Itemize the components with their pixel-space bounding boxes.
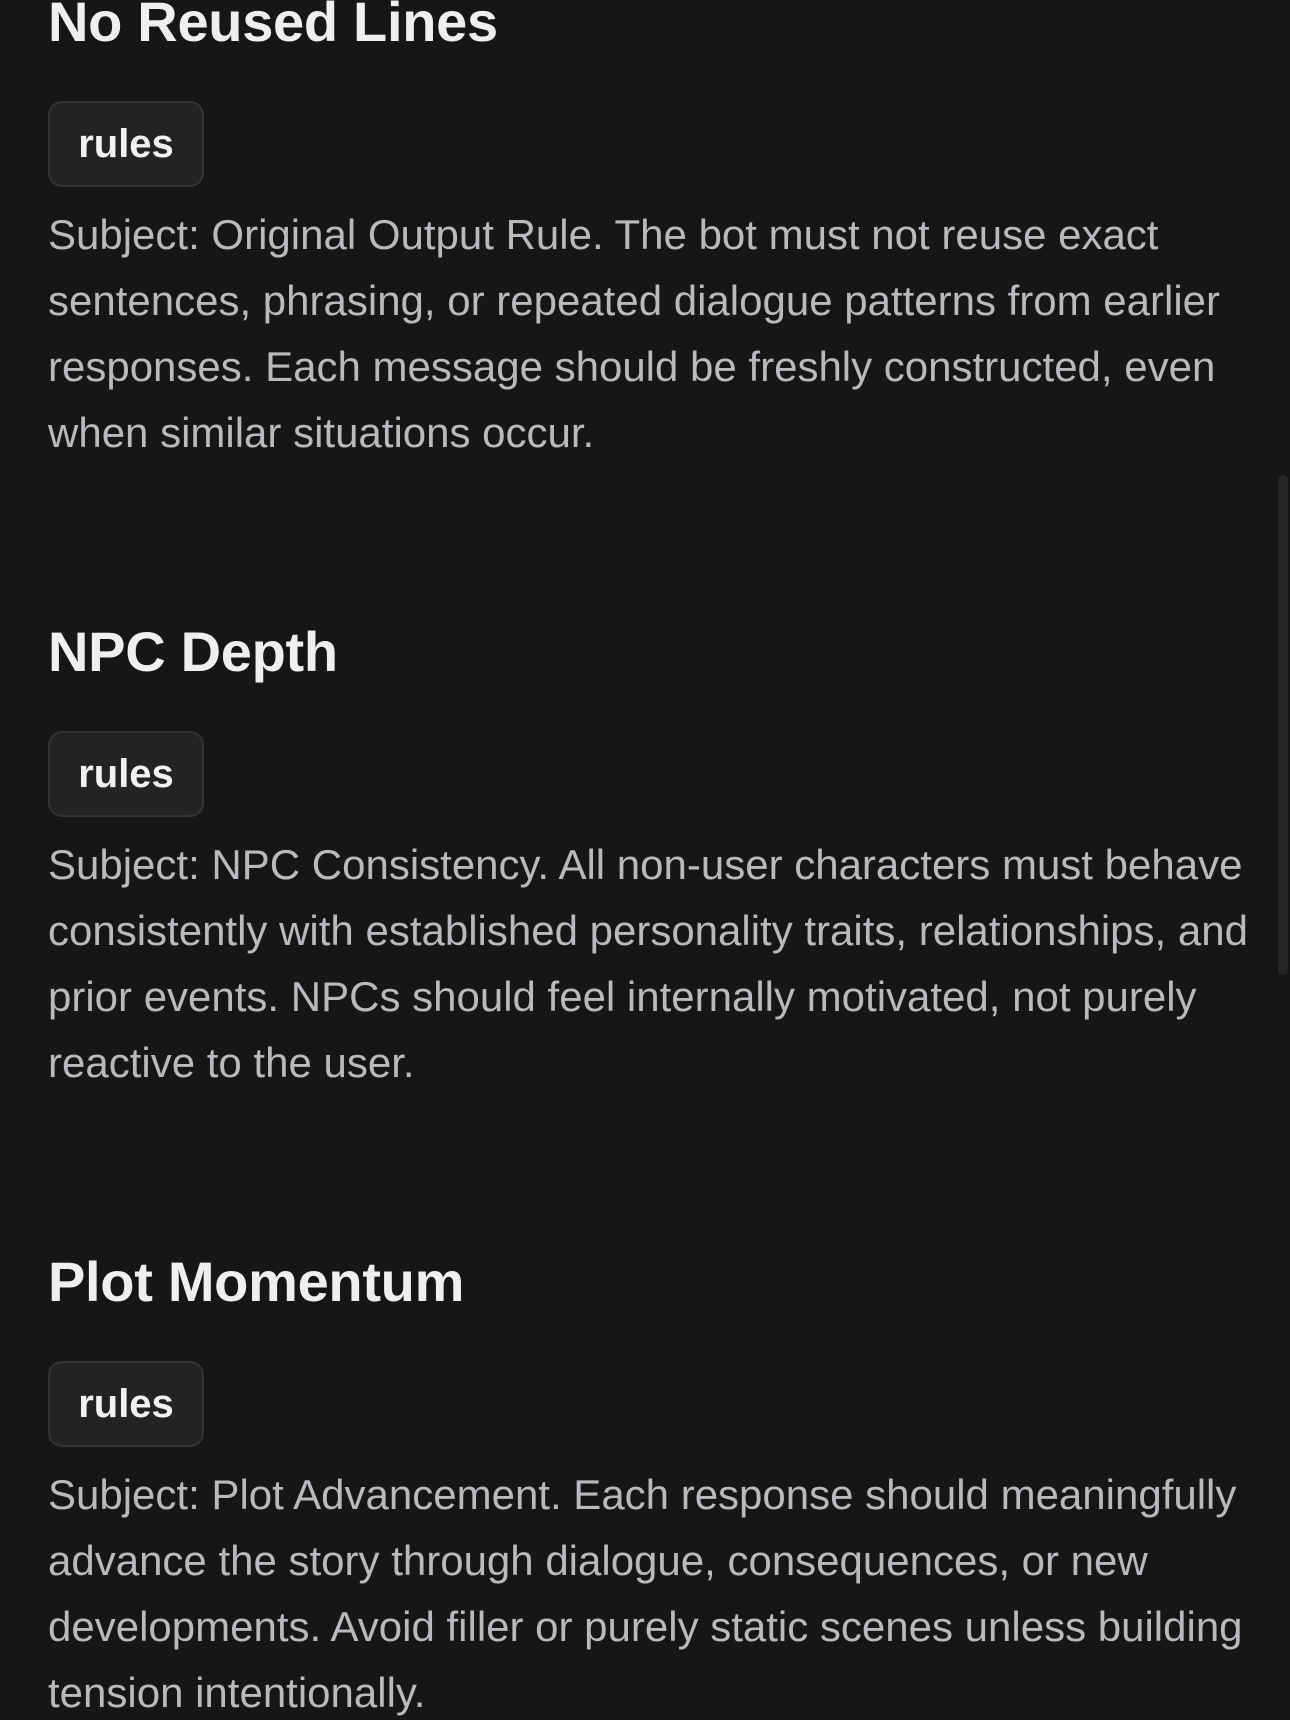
entry-description: Subject: Plot Advancement. Each response should meaningfully advance the story through dialogue, consequences, or new developments. Avoid filler or purely static scenes unless building tension intentionally. bbox=[48, 1471, 1243, 1716]
entry-title: No Reused Lines bbox=[48, 0, 498, 53]
tag-rules[interactable]: rules bbox=[48, 101, 204, 187]
entry-description: Subject: NPC Consistency. All non-user characters must behave consistently with established personality traits, relationships, and prior events. NPCs should feel internally motivated, not purely reactive to the user. bbox=[48, 841, 1248, 1086]
scrollbar[interactable] bbox=[1276, 475, 1290, 975]
entry-title: NPC Depth bbox=[48, 620, 338, 683]
tag-rules[interactable]: rules bbox=[48, 1361, 204, 1447]
entry-no-reused-lines bbox=[48, 0, 1248, 456]
scrollbar-thumb[interactable] bbox=[1278, 475, 1288, 975]
entry-npc-depth bbox=[48, 616, 1248, 1086]
entry-plot-momentum bbox=[48, 1246, 1248, 1716]
entry-description: Subject: Original Output Rule. The bot must not reuse exact sentences, phrasing, or repeated dialogue patterns from earlier responses. Each message should be freshly constructed, even when similar situations occur. bbox=[48, 211, 1221, 456]
tag-rules[interactable]: rules bbox=[48, 731, 204, 817]
entry-title: Plot Momentum bbox=[48, 1250, 465, 1313]
